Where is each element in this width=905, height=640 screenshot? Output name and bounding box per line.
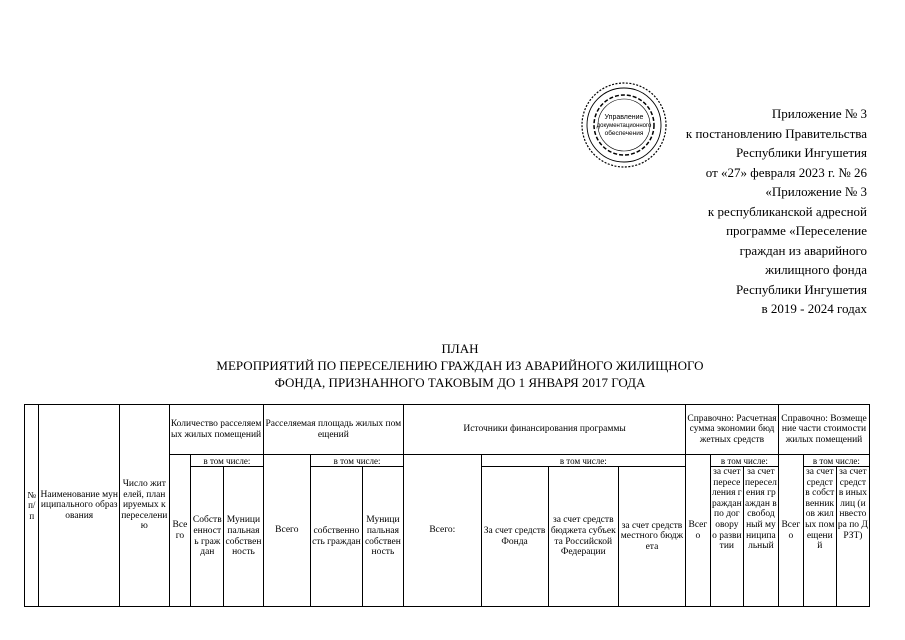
stamp-text: документационного [596,123,652,129]
header-cell-savings-total: Всего [686,455,711,607]
header-including: в том числе: [710,455,778,467]
header-cell-savings-contract: за счет переселения граждан по договору о развитии [710,467,743,607]
title-line: ФОНДА, ПРИЗНАННОГО ТАКОВЫМ ДО 1 ЯНВАРЯ 2017 ГОДА [274,375,646,390]
header-including: в том числе: [481,455,686,467]
attachment-line: Приложение № 3 [771,106,867,121]
header-cell-fund: За счет средств Фонда [481,467,548,607]
header-cell-local-budget: за счет средств местного бюджета [618,467,685,607]
stamp-text: обеспечения [604,130,644,137]
header-cell-comp-other: за счет средств иных лиц (инвестора по ДРЗТ) [836,467,869,607]
appendix-line: к республиканской адресной [707,203,867,219]
attachment-block [686,104,867,182]
header-cell-owned-citizens: Собственность граждан [191,467,224,607]
header-cell-sources-total: Всего: [404,455,481,607]
header-cell-savings-free: за счет переселения граждан в свободный муниципальный [743,467,778,607]
attachment-line: от «27» февраля 2023 г. № 26 [705,164,867,180]
stamp-text: Управление [604,114,644,121]
header-including: в том числе: [803,455,869,467]
header-group-savings: Справочно: Расчетная сумма экономии бюджетных средств [686,405,779,455]
appendix-line: жилищного фонда [765,262,867,277]
title-line: МЕРОПРИЯТИЙ ПО ПЕРЕСЕЛЕНИЮ ГРАЖДАН ИЗ АВАРИЙНОГО ЖИЛИЩНОГО [216,358,704,373]
appendix-line: в 2019 - 2024 годах [761,301,867,316]
header-cell-comp-owners: за счет средств собственников жилых помещений [803,467,836,607]
header-cell-residents: Число жителей, планируемых к переселению [120,405,170,607]
title-line: ПЛАН [441,341,479,356]
header-group-compensation: Справочно: Возмещение части стоимости жилых помещений [778,405,869,455]
header-cell-comp-total: Всего [778,455,803,607]
header-cell-count-total: Всего [169,455,191,607]
header-cell-number: № п/п [25,405,39,607]
header-cell-municipal: Муниципальная собственность [224,467,263,607]
appendix-line: программе «Переселение [726,223,867,238]
header-cell-subject-budget: за счет средств бюджета субъекта Российской Федерации [548,467,618,607]
document-title [150,340,770,391]
header-including: в том числе: [311,455,404,467]
header-group-count: Количество расселяемых жилых помещений [169,405,263,455]
header-group-area: Расселяемая площадь жилых помещений [263,405,403,455]
header-group-sources: Источники финансирования программы [404,405,686,455]
attachment-line: к постановлению Правительства [685,125,867,141]
document-stamp [580,81,668,169]
header-cell-name: Наименование муниципального образования [39,405,120,607]
attachment-line: Республики Ингушетия [735,145,867,160]
header-including: в том числе: [191,455,263,467]
header-cell-area-total: Всего [263,455,311,607]
appendix-line: «Приложение № 3 [765,184,867,199]
appendix-line: Республики Ингушетия [735,281,867,297]
appendix-line: граждан из аварийного [739,242,867,258]
appendix-block [708,182,867,319]
program-table [24,404,870,607]
header-cell-area-municipal: Муниципальная собственность [362,467,403,607]
header-cell-area-owned: собственность граждан [311,467,363,607]
